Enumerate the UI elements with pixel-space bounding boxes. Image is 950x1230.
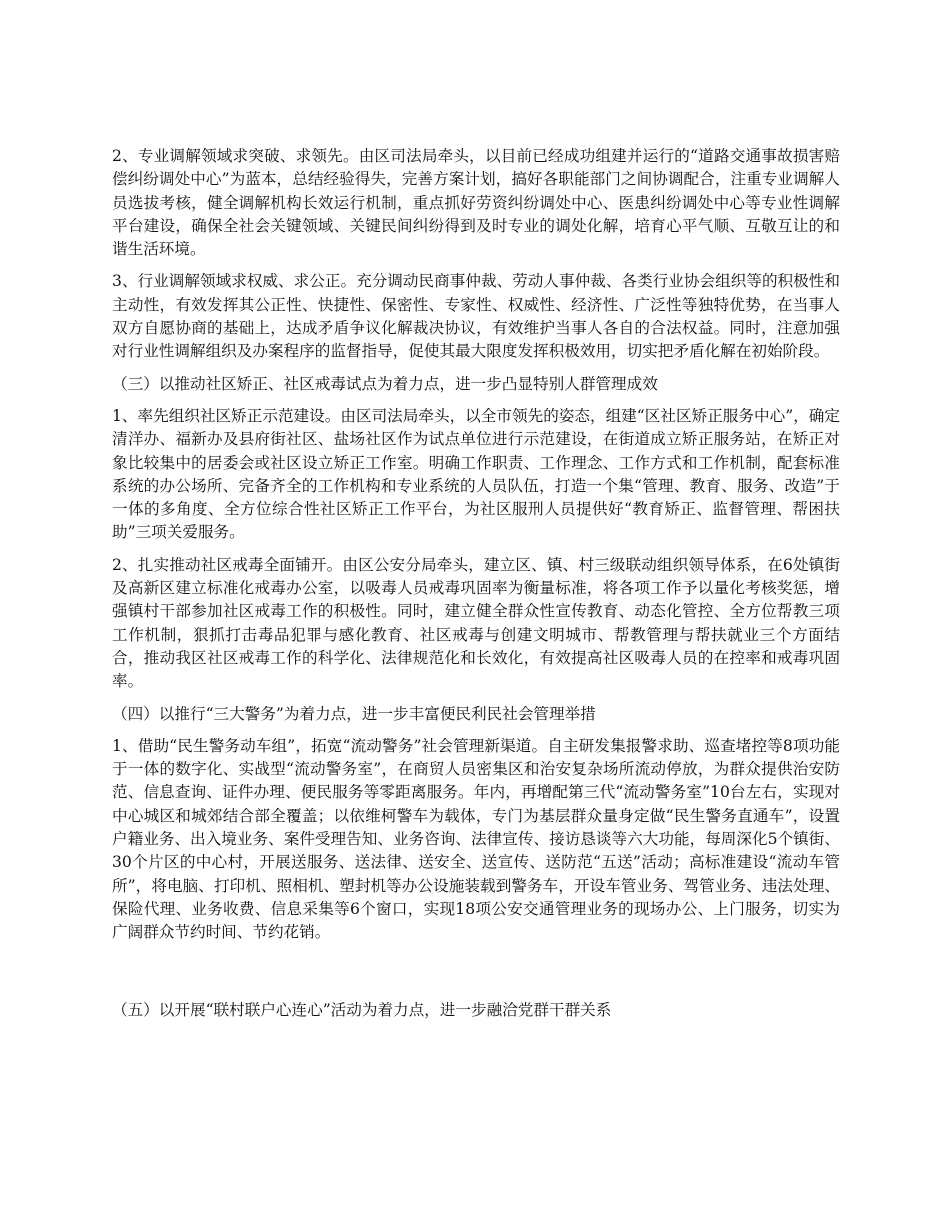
section-heading-3: （三）以推动社区矫正、社区戒毒试点为着力点，进一步凸显特别人群管理成效 [112, 374, 658, 393]
paragraph-community-drug-rehab: 2、扎实推动社区戒毒全面铺开。由区公安分局牵头，建立区、镇、村三级联动组织领导体系，在6处镇街及高新区建立标准化戒毒办公室，以吸毒人员戒毒巩固率为衡量标准，将各项工作予以量化考核奖惩，增强镇村干部参加社区戒毒工作的积极性。同时，建立健全群众性宣传教育、动态化管控、全方位帮教三项工作机制，狠抓打击毒品犯罪与感化教育、社区戒毒与创建文明城市、帮教管理与帮扶就业三个方面结合，推动我区社区戒毒工作的科学化、法律规范化和长效化，有效提高社区吸毒人员的在控率和戒毒巩固率。 [112, 555, 840, 691]
blank-space [112, 954, 840, 999]
document-body [112, 145, 840, 1031]
section-heading-5: （五）以开展“联村联户心连心”活动为着力点，进一步融洽党群干群关系 [112, 1000, 612, 1019]
section-heading-4: （四）以推行“三大警务”为着力点，进一步丰富便民利民社会管理举措 [112, 704, 596, 723]
paragraph-community-correction: 1、率先组织社区矫正示范建设。由区司法局牵头，以全市领先的姿态，组建“区社区矫正服务中心”，确定清洋办、福新办及县府街社区、盐场社区作为试点单位进行示范建设，在街道成立矫正服务站，在矫正对象比较集中的居委会或社区设立矫正工作室。明确工作职责、工作理念、工作方式和工作机制，配套标准系统的办公场所、完备齐全的工作机构和专业系统的人员队伍，打造一个集“管理、教育、服务、改造”于一体的多角度、全方位综合性社区矫正工作平台，为社区服刑人员提供好“教育矫正、监督管理、帮困扶助”三项关爱服务。 [112, 406, 840, 542]
paragraph-mediation-industry: 3、行业调解领域求权威、求公正。充分调动民商事仲裁、劳动人事仲裁、各类行业协会组织等的积极性和主动性，有效发挥其公正性、快捷性、保密性、专家性、权威性、经济性、广泛性等独特优势，在当事人双方自愿协商的基础上，达成矛盾争议化解裁决协议，有效维护当事人各自的合法权益。同时，注意加强对行业性调解组织及办案程序的监督指导，促使其最大限度发挥积极效用，切实把矛盾化解在初始阶段。 [112, 272, 840, 361]
paragraph-mobile-policing: 1、借助“民生警务动车组”，拓宽“流动警务”社会管理新渠道。自主研发集报警求助、巡查堵控等8项功能于一体的数字化、实战型“流动警务室”，在商贸人员密集区和治安复杂场所流动停放，为群众提供治安防范、信息查询、证件办理、便民服务等零距离服务。年内，再增配第三代“流动警务室”10台左右，实现对中心城区和城郊结合部全覆盖；以依维柯警车为载体，专门为基层群众量身定做“民生警务直通车”，设置户籍业务、出入境业务、案件受理告知、业务咨询、法律宣传、接访恳谈等六大功能，每周深化5个镇街、30个片区的中心村，开展送服务、送法律、送安全、送宣传、送防范“五送”活动；高标准建设“流动车管所”，将电脑、打印机、照相机、塑封机等办公设施装载到警务车，开设车管业务、驾管业务、违法处理、保险代理、业务收费、信息采集等6个窗口，实现18项公安交通管理业务的现场办公、上门服务，切实为广阔群众节约时间、节约花销。 [112, 736, 841, 942]
paragraph-mediation-professional: 2、专业调解领域求突破、求领先。由区司法局牵头，以目前已经成功组建并运行的“道路交通事故损害赔偿纠纷调处中心”为蓝本，总结经验得失，完善方案计划，搞好各职能部门之间协调配合，注重专业调解人员选拔考核，健全调解机构长效运行机制，重点抓好劳资纠纷调处中心、医患纠纷调处中心等专业性调解平台建设，确保全社会关键领域、关键民间纠纷得到及时专业的调处化解，培育心平气顺、互敬互让的和谐生活环境。 [112, 147, 840, 259]
